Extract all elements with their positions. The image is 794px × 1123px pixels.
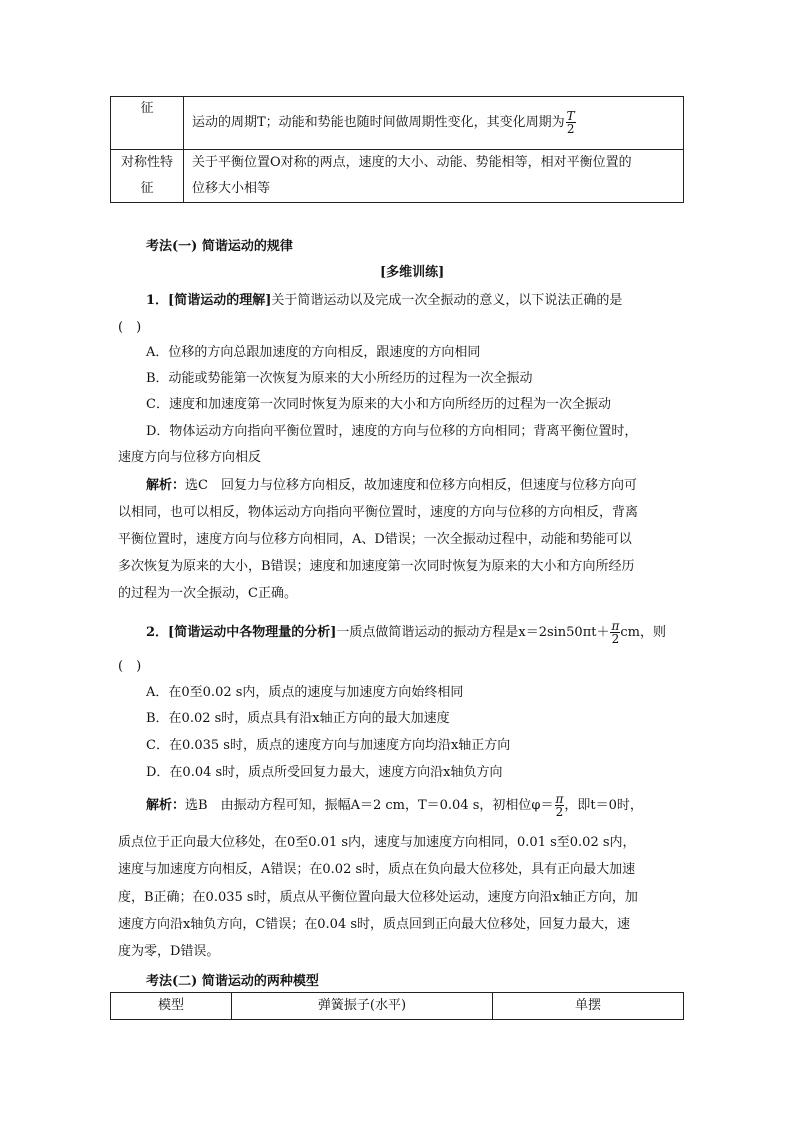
row-label <box>111 150 184 203</box>
answer-label: 解析： <box>146 478 186 493</box>
answer-line: 速度方向沿x轴负方向，C错误；在0.04 s时，质点回到正向最大位移处，回复力最大，速 <box>118 917 631 932</box>
section-heading: 考法(二) 简谐运动的两种模型 <box>146 974 319 989</box>
question-1-stem <box>146 289 622 308</box>
row-label <box>111 97 184 150</box>
training-label: [多维训练] <box>380 265 445 280</box>
fraction-numerator: π <box>611 619 620 633</box>
row-content <box>184 97 684 150</box>
question-2-option-b: B．在0.02 s时，质点具有沿x轴正方向的最大加速度 <box>146 711 450 726</box>
answer-line: 度，B正确；在0.035 s时，质点从平衡位置向最大位移处运动，速度方向沿x轴正方向，加 <box>118 890 638 905</box>
row-label-text: 征 <box>140 101 154 116</box>
question-2-option-c: C．在0.035 s时，质点的速度方向与加速度方向均沿x轴正方向 <box>146 738 511 753</box>
question-1-answer <box>146 474 637 493</box>
question-2-answer <box>146 793 643 818</box>
question-2-option-a: A．在0至0.02 s内，质点的速度与加速度方向始终相同 <box>146 685 464 700</box>
question-1-lead: 1．[简谐运动的理解] <box>146 293 272 308</box>
question-2-paren: ( ) <box>118 659 142 674</box>
question-2-lead: 2．[简谐运动中各物理量的分析] <box>146 625 337 640</box>
row-label-line: 对称性特 <box>120 155 173 170</box>
question-2-stem <box>146 620 666 645</box>
answer-line: 多次恢复为原来的大小，B错误；速度和加速度第一次同时恢复为原来的大小和方向所经历 <box>118 559 635 574</box>
row-content <box>184 150 684 203</box>
table-header-row <box>111 993 684 1020</box>
question-2-text: 一质点做简谐运动的振动方程是x＝2sin50πt＋ <box>336 625 610 640</box>
header-cell-pendulum: 单摆 <box>493 993 684 1020</box>
header-cell-spring: 弹簧振子(水平) <box>232 993 493 1020</box>
row-label-line: 征 <box>140 181 154 196</box>
question-1-option-a: A．位移的方向总跟加速度的方向相反，跟速度的方向相同 <box>146 345 481 360</box>
fraction-denominator: 2 <box>566 122 575 136</box>
table-row <box>111 150 684 203</box>
answer-line: 速度与加速度方向相反，A错误；在0.02 s时，质点在负向最大位移处，具有正向最大加速 <box>118 862 636 877</box>
answer-line: 平衡位置时，速度方向与位移方向相同，A、D错误；一次全振动过程中，动能和势能可以 <box>118 532 632 547</box>
row-text: 运动的周期T；动能和势能也随时间做周期性变化，其变化周期为 <box>192 115 565 130</box>
question-1-option-c: C．速度和加速度第一次同时恢复为原来的大小和方向所经历的过程为一次全振动 <box>146 397 611 412</box>
question-1-option-d: D．物体运动方向指向平衡位置时，速度的方向与位移的方向相同；背离平衡位置时， <box>146 424 638 439</box>
fraction-denominator: 2 <box>555 805 564 819</box>
answer-line: 以相同，也可以相反，物体运动方向指向平衡位置时，速度的方向与位移的方向相反，背离 <box>118 505 639 520</box>
answer-line: 的过程为一次全振动，C正确。 <box>118 586 297 601</box>
row-text-line: 关于平衡位置O对称的两点，速度的大小、动能、势能相等，相对平衡位置的 <box>192 155 632 170</box>
fraction <box>566 110 576 135</box>
answer-line: 质点位于正向最大位移处，在0至0.01 s内，速度与加速度方向相同，0.01 s至0.02 s内， <box>118 835 636 850</box>
answer-label: 解析： <box>146 798 186 813</box>
fraction-numerator: T <box>566 109 575 123</box>
header-cell-model: 模型 <box>111 993 232 1020</box>
question-1-text: 关于简谐运动以及完成一次全振动的意义，以下说法正确的是 <box>271 293 623 308</box>
fraction-denominator: 2 <box>611 632 620 646</box>
question-1-option-b: B．动能或势能第一次恢复为原来的大小所经历的过程为一次全振动 <box>146 371 533 386</box>
section-heading: 考法(一) 简谐运动的规律 <box>146 239 293 254</box>
fraction-numerator: π <box>555 792 564 806</box>
answer-text: 选C 回复力与位移方向相反，故加速度和位移方向相反，但速度与位移方向可 <box>185 478 637 493</box>
question-2-text-end: cm，则 <box>620 625 666 640</box>
question-2-option-d: D．在0.04 s时，质点所受回复力最大，速度方向沿x轴负方向 <box>146 765 503 780</box>
question-1-option-d-cont: 速度方向与位移方向相反 <box>118 450 262 465</box>
question-1-paren: ( ) <box>118 320 142 335</box>
fraction <box>555 793 565 818</box>
models-table <box>110 992 684 1020</box>
answer-text: 选B 由振动方程可知，振幅A＝2 cm，T＝0.04 s，初相位φ＝ <box>185 798 554 813</box>
table-row <box>111 97 684 150</box>
row-text-line: 位移大小相等 <box>192 181 271 196</box>
properties-table <box>110 96 684 203</box>
answer-text-end: ，即t＝0时， <box>564 798 643 813</box>
answer-line: 度为零，D错误。 <box>118 944 220 959</box>
fraction <box>610 620 620 645</box>
